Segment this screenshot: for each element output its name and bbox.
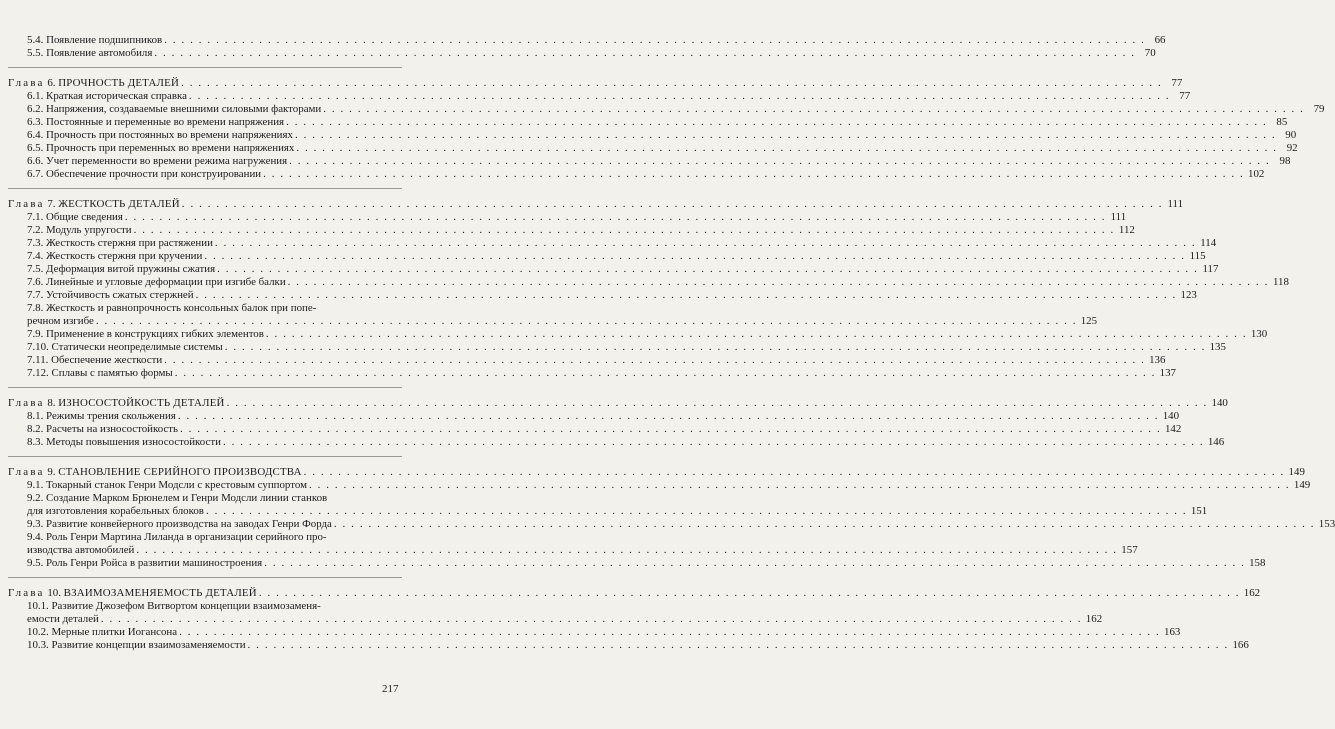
chapter-title — [8, 466, 302, 479]
chapter-title — [8, 77, 179, 90]
entry-page-number: 85 — [1276, 116, 1288, 128]
entry-page-number: 130 — [1250, 328, 1268, 340]
entry-page-number: 125 — [1080, 315, 1098, 327]
toc-entry[interactable] — [8, 505, 1208, 518]
leader-dots — [96, 315, 1077, 328]
chapter-page-number: 77 — [1171, 77, 1183, 89]
leader-dots — [296, 142, 1277, 155]
entry-title: 7.10. Статически неопределимые системы — [27, 341, 223, 353]
toc-entry[interactable] — [8, 557, 1266, 570]
chapter-name: СТАНОВЛЕНИЕ СЕРИЙНОГО ПРОИЗВОДСТВА — [58, 466, 302, 478]
entry-page-number: 135 — [1209, 341, 1226, 353]
toc-entry[interactable] — [8, 263, 1219, 276]
leader-dots — [304, 466, 1285, 479]
entry-title: 6.2. Напряжения, создаваемые внешними силовыми факторами — [27, 103, 322, 115]
entry-title: 8.2. Расчеты на износостойкость — [27, 423, 179, 435]
entry-page-number: 112 — [1118, 224, 1135, 236]
leader-dots — [136, 544, 1117, 557]
chapter-heading[interactable] — [8, 397, 1228, 410]
toc-entry[interactable] — [8, 531, 402, 544]
entry-page-number: 149 — [1293, 479, 1311, 491]
entry-title: 7.2. Модуль упругости — [27, 224, 132, 236]
leader-dots — [154, 47, 1135, 60]
toc-entry[interactable] — [8, 544, 1138, 557]
chapter-name: ЖЕСТКОСТЬ ДЕТАЛЕЙ — [58, 198, 180, 210]
entry-page-number: 90 — [1285, 129, 1297, 141]
entry-title: 7.6. Линейные и угловые деформации при изгибе балки — [27, 276, 286, 288]
toc-entry[interactable] — [8, 90, 1191, 103]
toc-entry[interactable] — [8, 289, 1197, 302]
chapter-label: Глава — [8, 466, 45, 478]
chapter-label: Глава — [8, 198, 45, 210]
chapter-number: 10. — [47, 587, 61, 599]
leader-dots — [248, 639, 1229, 652]
entry-title: 7.9. Применение в конструкциях гибких элементов — [27, 328, 264, 340]
chapter-title — [8, 587, 257, 600]
page-number: 217 — [382, 683, 399, 695]
chapter-divider — [8, 67, 402, 68]
entry-title — [27, 47, 152, 60]
entry-title: 6.4. Прочность при постоянных во времени напряжениях — [27, 129, 293, 141]
chapter-heading[interactable] — [8, 587, 1261, 600]
leader-dots — [181, 77, 1162, 90]
leader-dots — [309, 479, 1290, 492]
entry-title: 9.3. Развитие конвейерного производства на заводах Генри Форда — [27, 518, 332, 530]
leader-dots — [295, 129, 1276, 142]
entry-page-number: 77 — [1179, 90, 1191, 102]
leader-dots — [264, 557, 1245, 570]
chapter-divider — [8, 456, 402, 457]
toc-entry[interactable] — [8, 315, 1098, 328]
entry-page-number: 111 — [1110, 211, 1127, 223]
entry-text: Появление подшипников — [46, 34, 163, 46]
leader-dots — [164, 34, 1145, 47]
leader-dots — [179, 626, 1160, 639]
toc-entry[interactable] — [8, 341, 1226, 354]
table-of-contents — [8, 34, 1335, 652]
entry-page-number: 70 — [1144, 47, 1156, 59]
leader-dots — [125, 211, 1106, 224]
chapter-number: 9. — [47, 466, 56, 478]
toc-entry[interactable] — [8, 250, 1206, 263]
leader-dots — [164, 354, 1145, 367]
leader-dots — [266, 328, 1247, 341]
chapter-title — [8, 397, 225, 410]
entry-page-number: 142 — [1164, 423, 1182, 435]
toc-entry[interactable] — [8, 103, 1325, 116]
chapter-label: Глава — [8, 587, 45, 599]
entry-title: 7.8. Жесткость и равнопрочность консольных балок при попе- — [27, 302, 317, 314]
leader-dots — [196, 289, 1177, 302]
entry-page-number: 137 — [1159, 367, 1176, 379]
toc-entry[interactable] — [8, 600, 402, 613]
entry-page-number: 98 — [1279, 155, 1291, 167]
chapter-number: 6. — [47, 77, 56, 89]
leader-dots — [259, 587, 1240, 600]
chapter-page-number: 111 — [1167, 198, 1184, 210]
entry-page-number: 102 — [1248, 168, 1265, 180]
chapter-label: Глава — [8, 397, 45, 409]
entry-page-number: 163 — [1164, 626, 1181, 638]
entry-page-number: 162 — [1085, 613, 1103, 625]
entry-title: 6.1. Краткая историческая справка — [27, 90, 187, 102]
entry-page-number: 153 — [1318, 518, 1335, 530]
toc-entry[interactable] — [8, 155, 1291, 168]
entry-number: 5.5. — [27, 47, 44, 59]
chapter-name: ПРОЧНОСТЬ ДЕТАЛЕЙ — [58, 77, 180, 89]
chapter-number: 8. — [47, 397, 56, 409]
leader-dots — [175, 367, 1156, 380]
entry-page-number: 117 — [1202, 263, 1219, 275]
entry-title: 9.1. Токарный станок Генри Модсли с крестовым суппортом — [27, 479, 307, 491]
toc-entry[interactable] — [8, 211, 1127, 224]
entry-text: Появление автомобиля — [46, 47, 153, 59]
leader-dots — [206, 505, 1187, 518]
entry-title: речном изгибе — [27, 315, 94, 327]
leader-dots — [227, 397, 1208, 410]
leader-dots — [182, 198, 1163, 211]
entry-page-number: 114 — [1200, 237, 1217, 249]
entry-title: изводства автомобилей — [27, 544, 135, 556]
chapter-divider — [8, 188, 402, 189]
entry-title: емости деталей — [27, 613, 99, 625]
leader-dots — [288, 276, 1269, 289]
entry-title: 9.5. Роль Генри Ройса в развитии машиностроения — [27, 557, 263, 569]
entry-title: 7.4. Жесткость стержня при кручении — [27, 250, 203, 262]
entry-page-number: 66 — [1154, 34, 1166, 46]
entry-title: для изготовления корабельных блоков — [27, 505, 204, 517]
entry-number: 5.4. — [27, 34, 44, 46]
entry-page-number: 166 — [1232, 639, 1249, 651]
entry-title: 10.1. Развитие Джозефом Витвортом концепции взаимозаменя- — [27, 600, 321, 612]
chapter-divider — [8, 577, 402, 578]
leader-dots — [178, 410, 1159, 423]
toc-entry[interactable] — [8, 423, 1182, 436]
entry-title: 8.1. Режимы трения скольжения — [27, 410, 176, 422]
leader-dots — [223, 436, 1204, 449]
entry-page-number: 157 — [1121, 544, 1138, 556]
toc-entry[interactable] — [8, 479, 1311, 492]
chapter-heading[interactable] — [8, 466, 1305, 479]
leader-dots — [286, 116, 1267, 129]
toc-entry[interactable] — [8, 639, 1249, 652]
toc-entry[interactable] — [8, 354, 1166, 367]
toc-entry[interactable] — [8, 168, 1265, 181]
leader-dots — [180, 423, 1161, 436]
toc-entry[interactable] — [8, 328, 1268, 341]
entry-page-number: 140 — [1162, 410, 1180, 422]
toc-entry[interactable] — [8, 613, 1103, 626]
leader-dots — [334, 518, 1315, 531]
chapter-page-number: 149 — [1288, 466, 1305, 478]
entry-title: 7.3. Жесткость стержня при растяжении — [27, 237, 213, 249]
entry-title: 9.4. Роль Генри Мартина Лиланда в организации серийного про- — [27, 531, 327, 543]
leader-dots — [215, 237, 1196, 250]
chapter-name: ИЗНОСОСТОЙКОСТЬ ДЕТАЛЕЙ — [58, 397, 225, 409]
entry-title — [27, 34, 162, 47]
leader-dots — [323, 103, 1304, 116]
chapter-name: ВЗАИМОЗАМЕНЯЕМОСТЬ ДЕТАЛЕЙ — [63, 587, 257, 599]
entry-page-number: 79 — [1313, 103, 1325, 115]
toc-entry[interactable] — [8, 367, 1176, 380]
chapter-title — [8, 198, 180, 211]
entry-title: 8.3. Методы повышения износостойкости — [27, 436, 221, 448]
chapter-page-number: 140 — [1211, 397, 1228, 409]
chapter-divider — [8, 387, 402, 388]
chapter-heading[interactable] — [8, 77, 1183, 90]
chapter-number: 7. — [47, 198, 56, 210]
toc-entry[interactable] — [8, 302, 402, 315]
leader-dots — [263, 168, 1244, 181]
entry-title: 6.3. Постоянные и переменные во времени напряжения — [27, 116, 285, 128]
chapter-page-number: 162 — [1243, 587, 1261, 599]
leader-dots — [204, 250, 1185, 263]
entry-title: 7.11. Обеспечение жесткости — [27, 354, 163, 366]
toc-entry[interactable] — [8, 47, 1156, 60]
entry-page-number: 151 — [1190, 505, 1208, 517]
entry-title: 7.5. Деформация витой пружины сжатия — [27, 263, 216, 275]
toc-entry[interactable] — [8, 436, 1225, 449]
toc-entry[interactable] — [8, 129, 1297, 142]
leader-dots — [189, 90, 1170, 103]
toc-entry[interactable] — [8, 276, 1289, 289]
entry-title: 9.2. Создание Марком Брюнелем и Генри Модсли линии станков — [27, 492, 328, 504]
toc-entry[interactable] — [8, 116, 1288, 129]
entry-title: 7.12. Сплавы с памятью формы — [27, 367, 173, 379]
leader-dots — [134, 224, 1115, 237]
entry-page-number: 118 — [1272, 276, 1289, 288]
entry-title: 6.7. Обеспечение прочности при конструировании — [27, 168, 262, 180]
entry-page-number: 123 — [1180, 289, 1197, 301]
toc-entry[interactable] — [8, 224, 1135, 237]
entry-page-number: 92 — [1286, 142, 1298, 154]
entry-page-number: 146 — [1207, 436, 1225, 448]
toc-entry[interactable] — [8, 492, 402, 505]
leader-dots — [217, 263, 1198, 276]
chapter-label: Глава — [8, 77, 45, 89]
entry-page-number: 136 — [1149, 354, 1166, 366]
entry-title: 10.3. Развитие концепции взаимозаменяемости — [27, 639, 246, 651]
entry-title: 6.5. Прочность при переменных во времени напряжениях — [27, 142, 295, 154]
entry-page-number: 158 — [1249, 557, 1266, 569]
toc-entry[interactable] — [8, 626, 1181, 639]
entry-title: 10.2. Мерные плитки Иогансона — [27, 626, 178, 638]
entry-title: 7.1. Общие сведения — [27, 211, 123, 223]
entry-title: 6.6. Учет переменности во времени режима нагружения — [27, 155, 288, 167]
entry-title: 7.7. Устойчивость сжатых стержней — [27, 289, 194, 301]
toc-entry[interactable] — [8, 142, 1298, 155]
leader-dots — [101, 613, 1082, 626]
toc-entry[interactable] — [8, 34, 1166, 47]
toc-entry[interactable] — [8, 237, 1217, 250]
toc-entry[interactable] — [8, 410, 1180, 423]
leader-dots — [225, 341, 1206, 354]
entry-page-number: 115 — [1189, 250, 1206, 262]
leader-dots — [289, 155, 1270, 168]
toc-entry[interactable] — [8, 518, 1335, 531]
chapter-heading[interactable] — [8, 198, 1184, 211]
